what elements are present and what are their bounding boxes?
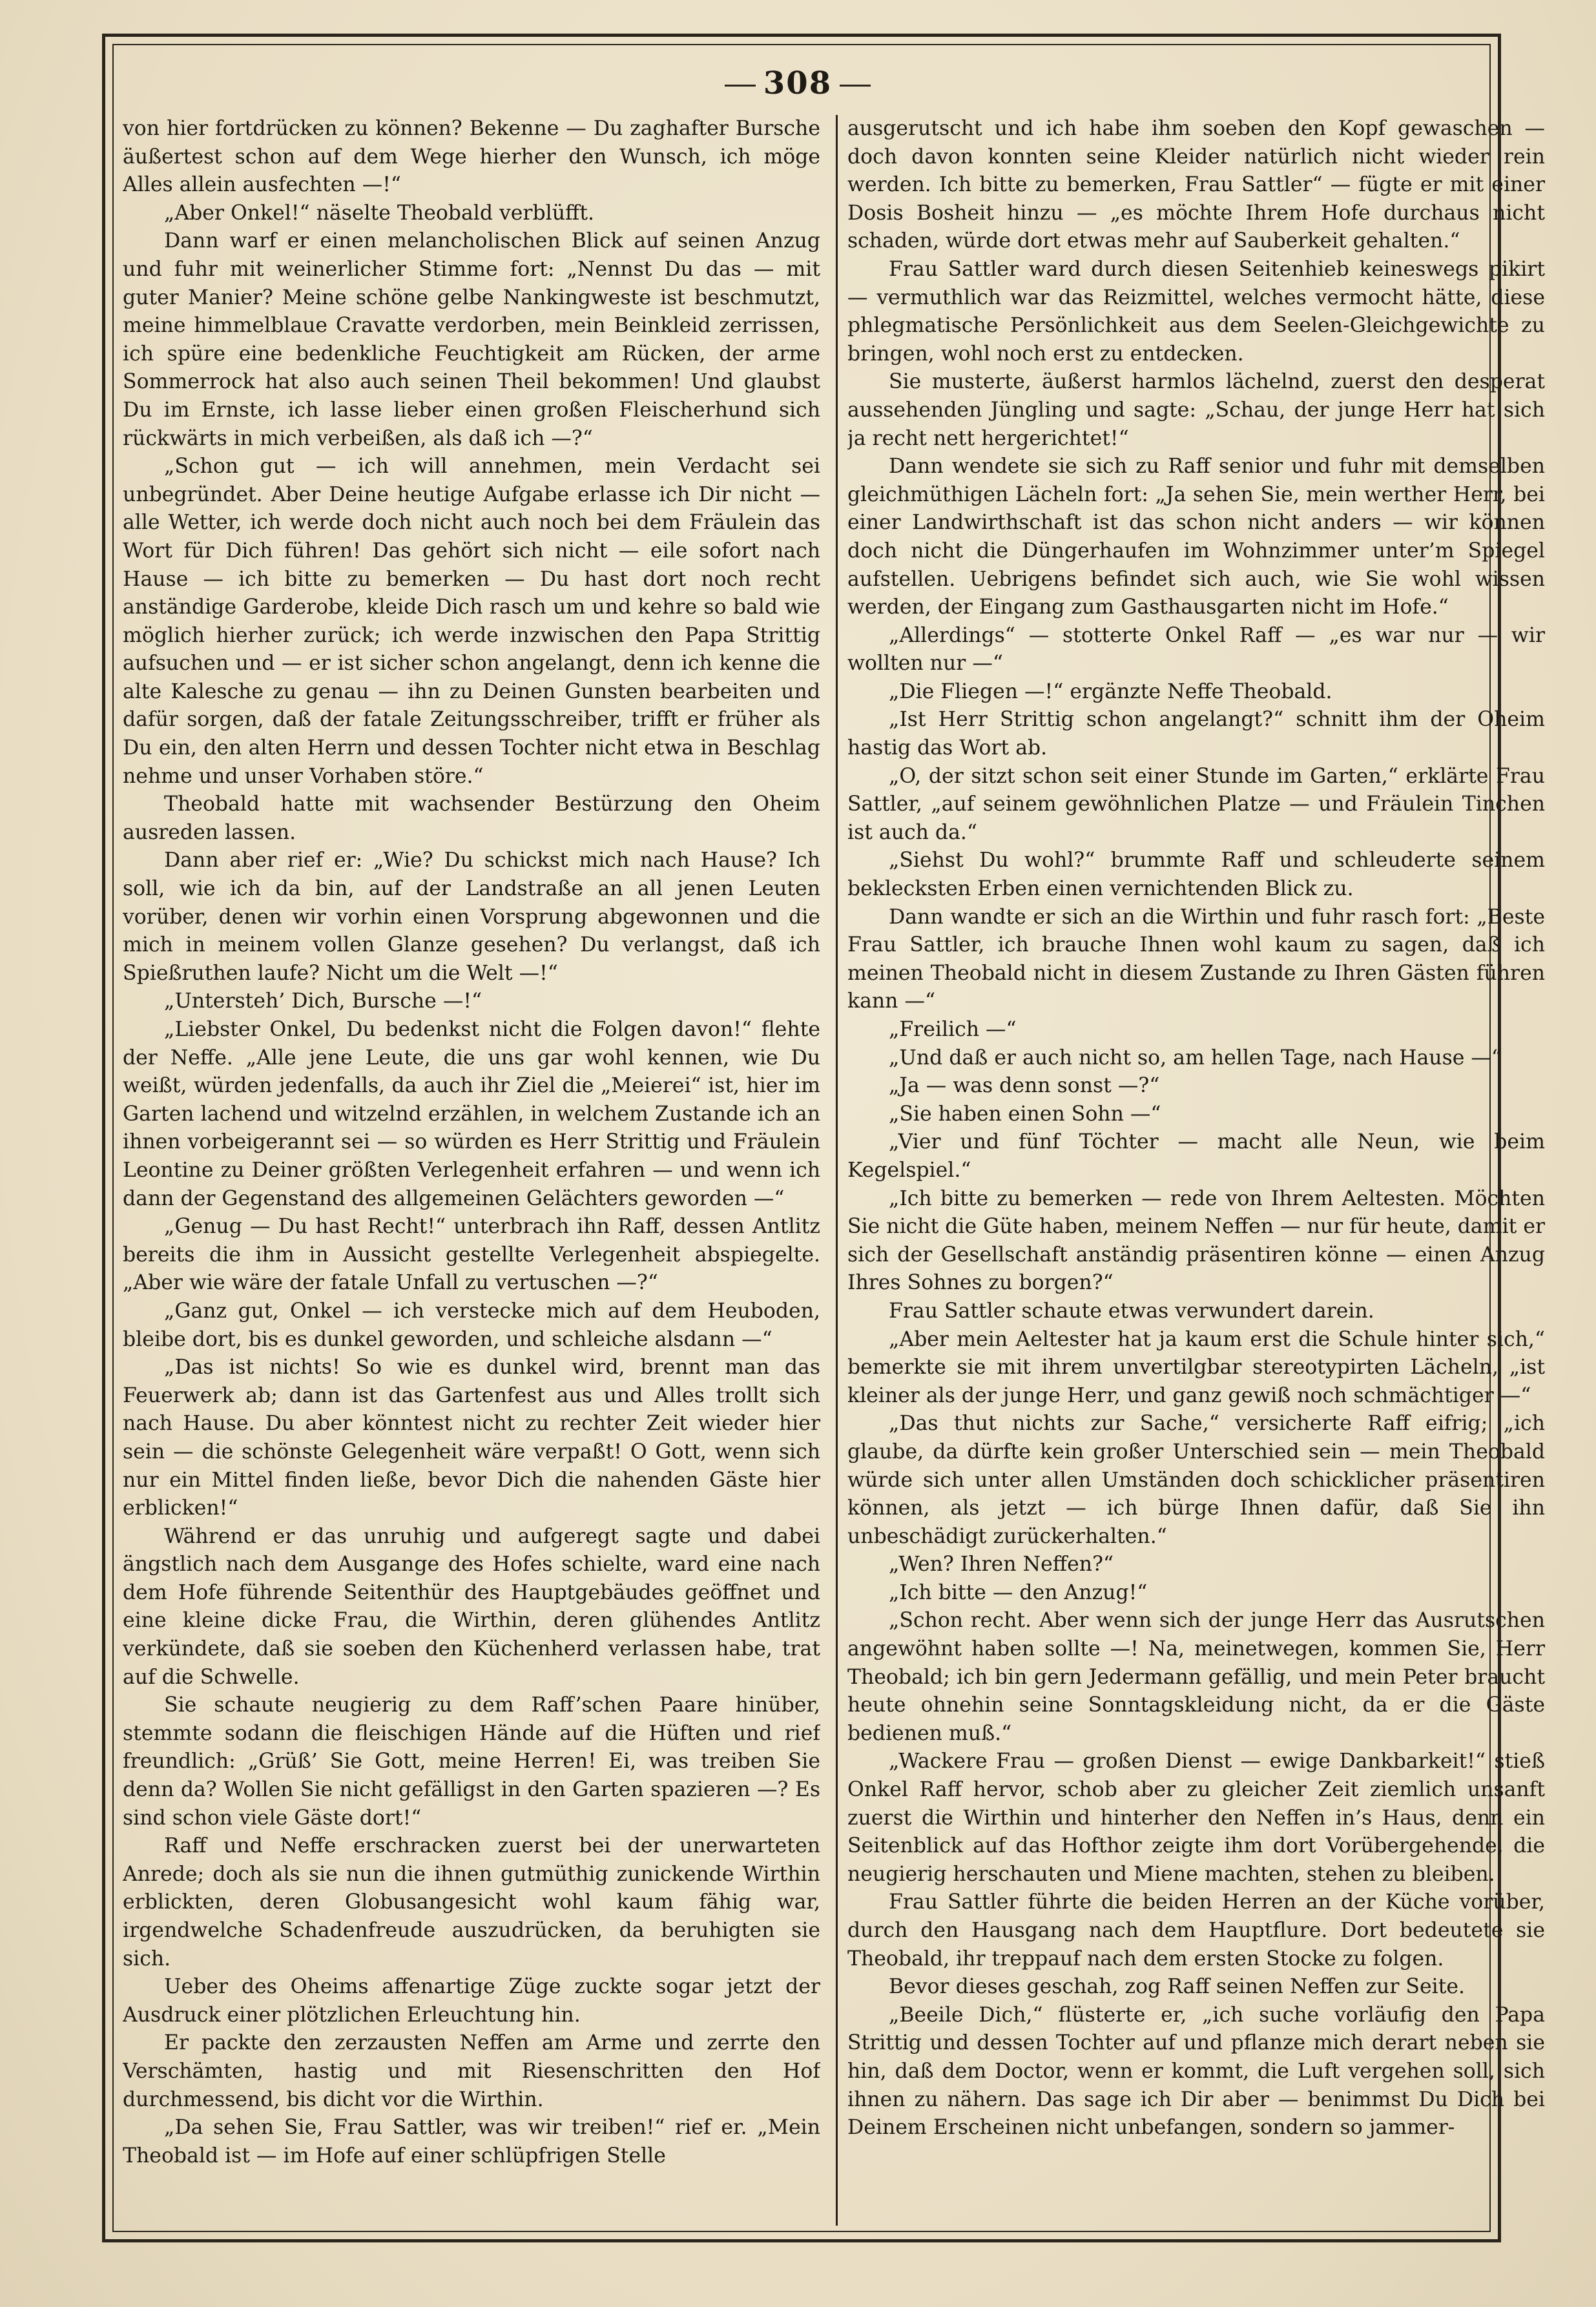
paragraph: „Wen? Ihren Neffen?“ (889, 1553, 1114, 1577)
paragraph: „Untersteh’ Dich, Bursche —!“ (164, 989, 482, 1013)
right-dash-ornament (840, 85, 871, 87)
paragraph: „Und daß er auch nicht so, am hellen Tage, nach Hause —“ (889, 1046, 1502, 1070)
paragraph: Frau Sattler schaute etwas verwundert darein. (889, 1299, 1374, 1323)
paragraph: „Genug — Du hast Recht!“ unterbrach ihn Raff, dessen Antlitz bereits die ihm in Aussicht gestellte Verlegenheit abspiegelte. „Aber wie wäre der fatale Unfall zu vertuschen —?“ (123, 1215, 820, 1295)
paragraph: Dann warf er einen melancholischen Blick auf seinen Anzug und fuhr mit weinerlicher Stimme fort: „Nennst Du das — mit guter Manier? Meine schöne gelbe Nankingweste ist beschmutzt, meine himmelblaue Cravatte verdorben, mein Beinkleid zerrissen, ich spüre eine bedenkliche Feuchtigkeit am Rücken, der arme Sommerrock hat also auch seinen Theil bekommen! Und glaubst Du im Ernste, ich lasse lieber einen großen Fleischerhund sich rückwärts in mich verbeißen, als daß ich —?“ (123, 229, 820, 450)
paragraph: „Das ist nichts! So wie es dunkel wird, brennt man das Feuerwerk ab; dann ist das Gartenfest aus und Alles trollt sich nach Hause. Du aber könntest nicht zu rechter Zeit wieder hier sein — die schönste Gelegenheit wäre verpaßt! O Gott, wenn sich nur ein Mittel finden ließe, bevor Dich die nahenden Gäste hier erblicken!“ (123, 1356, 820, 1520)
paragraph: „Freilich —“ (889, 1018, 1017, 1041)
paragraph: „Beeile Dich,“ flüsterte er, „ich suche vorläufig den Papa Strittig und dessen Tochter auf und pflanze mich derart neben sie hin, daß dem Doctor, wenn er kommt, die Luft vergehen soll, sich ihnen zu nähern. Das sage ich Dir aber — benimmst Du Dich bei Deinem Erscheinen nicht unbefangen, sondern so jammer- (847, 2003, 1545, 2140)
paragraph: Frau Sattler führte die beiden Herren an der Küche vorüber, durch den Hausgang nach dem Hauptflure. Dort bedeutete sie Theobald, ihr treppauf nach dem ersten Stocke zu folgen. (847, 1890, 1545, 1971)
paragraph: Dann aber rief er: „Wie? Du schickst mich nach Hause? Ich soll, wie ich da bin, auf der Landstraße an all jenen Leuten vorüber, denen wir vorhin einen Vorsprung abgewonnen und die mich in meinem vollen Glanze gesehen? Du verlangst, daß ich Spießruthen laufe? Nicht um die Welt —!“ (123, 849, 820, 985)
paragraph: „O, der sitzt schon seit einer Stunde im Garten,“ erklärte Frau Sattler, „auf seinem gewöhnlichen Platze — und Fräulein Tinchen ist auch da.“ (847, 764, 1545, 844)
paragraph: Frau Sattler ward durch diesen Seitenhieb keineswegs pikirt — vermuthlich war das Reizmittel, welches vermocht hätte, diese phlegmatische Persönlichkeit aus dem Seelen-Gleichgewichte zu bringen, wohl noch erst zu entdecken. (847, 257, 1545, 366)
paragraph: „Sie haben einen Sohn —“ (889, 1102, 1161, 1126)
paragraph: Raff und Neffe erschracken zuerst bei der unerwarteten Anrede; doch als sie nun die ihnen gutmüthig zunickende Wirthin erblickten, deren Globusangesicht wohl kaum fähig war, irgendwelche Schadenfreude auszudrücken, da beruhigten sie sich. (123, 1834, 820, 1971)
right-column (847, 115, 1545, 2222)
paragraph: „Schon recht. Aber wenn sich der junge Herr das Ausrutschen angewöhnt haben sollte —! Na, meinetwegen, kommen Sie, Herr Theobald; ich bin gern Jedermann gefällig, und mein Peter braucht heute ohnehin seine Sonntagskleidung nicht, da er die Gäste bedienen muß.“ (847, 1609, 1545, 1745)
paragraph: von hier fortdrücken zu können? Bekenne — Du zaghafter Bursche äußertest schon auf dem Wege hierher den Wunsch, ich möge Alles allein ausfechten —!“ (123, 117, 820, 197)
paragraph: Während er das unruhig und aufgeregt sagte und dabei ängstlich nach dem Ausgange des Hofes schielte, ward eine nach dem Hofe führende Seitenthür des Hauptgebäudes geöffnet und eine kleine dicke Frau, die Wirthin, deren glühendes Antlitz verkündete, daß sie soeben den Küchenherd verlassen habe, trat auf die Schwelle. (123, 1524, 820, 1689)
paragraph: „Das thut nichts zur Sache,“ versicherte Raff eifrig; „ich glaube, da dürfte kein großer Unterschied sein — mein Theobald würde sich unter allen Umständen doch schicklicher präsentiren können, als jetzt — ich bürge Ihnen dafür, daß Sie ihn unbeschädigt zurückerhalten.“ (847, 1412, 1545, 1548)
paragraph: „Vier und fünf Töchter — macht alle Neun, wie beim Kegelspiel.“ (847, 1130, 1545, 1182)
paragraph: Sie musterte, äußerst harmlos lächelnd, zuerst den desperat aussehenden Jüngling und sagte: „Schau, der junge Herr hat sich ja recht nett hergerichtet!“ (847, 370, 1545, 450)
paragraph: Dann wandte er sich an die Wirthin und fuhr rasch fort: „Beste Frau Sattler, ich brauche Ihnen wohl kaum zu sagen, daß ich meinen Theobald nicht in diesem Zustande zu Ihren Gästen führen kann —“ (847, 905, 1545, 1013)
paragraph: Dann wendete sie sich zu Raff senior und fuhr mit demselben gleichmüthigen Lächeln fort: „Ja sehen Sie, mein werther Herr, bei einer Landwirthschaft ist das schon nicht anders — wir können doch nicht die Düngerhaufen im Wohnzimmer unter’m Spiegel aufstellen. Uebrigens befindet sich auch, wie Sie wohl wissen werden, der Eingang zum Gasthausgarten nicht im Hofe.“ (847, 455, 1545, 619)
paragraph: „Ist Herr Strittig schon angelangt?“ schnitt ihm der Oheim hastig das Wort ab. (847, 708, 1545, 760)
paragraph: „Ja — was denn sonst —?“ (889, 1074, 1160, 1098)
paragraph: „Siehst Du wohl?“ brummte Raff und schleuderte seinem beklecksten Erben einen vernichtenden Blick zu. (847, 849, 1545, 901)
paragraph: Sie schaute neugierig zu dem Raff’schen Paare hinüber, stemmte sodann die fleischigen Hände auf die Hüften und rief freundlich: „Grüß’ Sie Gott, meine Herren! Ei, was treiben Sie denn da? Wollen Sie nicht gefälligst in den Garten spazieren —? Es sind schon viele Gäste dort!“ (123, 1693, 820, 1830)
paragraph: „Ganz gut, Onkel — ich verstecke mich auf dem Heuboden, bleibe dort, bis es dunkel geworden, und schleiche alsdann —“ (123, 1299, 820, 1351)
paragraph: „Aber mein Aeltester hat ja kaum erst die Schule hinter sich,“ bemerkte sie mit ihrem unvertilgbar stereotypirten Lächeln, „ist kleiner als der junge Herr, und ganz gewiß noch schmächtiger —“ (847, 1327, 1545, 1407)
paragraph: ausgerutscht und ich habe ihm soeben den Kopf gewaschen — doch davon konnten seine Kleider natürlich nicht wieder rein werden. Ich bitte zu bemerken, Frau Sattler“ — fügte er mit einer Dosis Bosheit hinzu — „es möchte Ihrem Hofe durchaus nicht schaden, würde dort etwas mehr auf Sauberkeit gehalten.“ (847, 117, 1545, 253)
paragraph: Ueber des Oheims affenartige Züge zuckte sogar jetzt der Ausdruck einer plötzlichen Erleuchtung hin. (123, 1975, 820, 2027)
paragraph: Theobald hatte mit wachsender Bestürzung den Oheim ausreden lassen. (123, 792, 820, 844)
column-divider (836, 115, 838, 2226)
paragraph: „Ich bitte zu bemerken — rede von Ihrem Aeltesten. Möchten Sie nicht die Güte haben, meinem Neffen — nur für heute, damit er sich der Gesellschaft anständig präsentiren könne — einen Anzug Ihres Sohnes zu borgen?“ (847, 1186, 1545, 1295)
paragraph: „Wackere Frau — großen Dienst — ewige Dankbarkeit!“ stieß Onkel Raff hervor, schob aber zu gleicher Zeit ziemlich unsanft zuerst die Wirthin und hinterher den Neffen in’s Haus, denn ein Seitenblick auf das Hofthor zeigte ihm dort Vorübergehende, die neugierig herschauten und Miene machten, stehen zu bleiben. (847, 1750, 1545, 1886)
paragraph: „Da sehen Sie, Frau Sattler, was wir treiben!“ rief er. „Mein Theobald ist — im Hofe auf einer schlüpfrigen Stelle (123, 2116, 820, 2167)
left-column (123, 115, 820, 2222)
paragraph: „Die Fliegen —!“ ergänzte Neffe Theobald. (889, 679, 1332, 703)
paragraph: Er packte den zerzausten Neffen am Arme und zerrte den Verschämten, hastig und mit Riesenschritten den Hof durchmessend, bis dicht vor die Wirthin. (123, 2031, 820, 2111)
page-number-header (710, 61, 885, 106)
paragraph: „Schon gut — ich will annehmen, mein Verdacht sei unbegründet. Aber Deine heutige Aufgabe erlasse ich Dir nicht — alle Wetter, ich werde doch nicht auch noch bei dem Fräulein das Wort für Dich führen! Das gehört sich nicht — eile sofort nach Hause — ich bitte zu bemerken — Du hast dort noch recht anständige Garderobe, kleide Dich rasch um und kehre so bald wie möglich hierher zurück; ich werde inzwischen den Papa Strittig aufsuchen und — er ist sicher schon angelangt, denn ich kenne die alte Kalesche zu genau — ihn zu Deinen Gunsten bearbeiten und dafür sorgen, daß der fatale Zeitungsschreiber, trifft er früher als Du ein, den alten Herrn und dessen Tochter nicht etwa in Beschlag nehme und unser Vorhaben störe.“ (123, 455, 820, 788)
paragraph: „Ich bitte — den Anzug!“ (889, 1580, 1148, 1604)
paragraph: „Aber Onkel!“ näselte Theobald verblüfft. (164, 201, 595, 225)
left-dash-ornament (725, 85, 756, 87)
paragraph: Bevor dieses geschah, zog Raff seinen Neffen zur Seite. (889, 1975, 1466, 1999)
paragraph: „Allerdings“ — stotterte Onkel Raff — „es war nur — wir wollten nur —“ (847, 623, 1545, 676)
page-number: 308 (763, 65, 833, 101)
paragraph: „Liebster Onkel, Du bedenkst nicht die Folgen davon!“ flehte der Neffe. „Alle jene Leute, die uns gar wohl kennen, wie Du weißt, würden jedenfalls, da auch ihr Ziel die „Meierei“ ist, hier im Garten lachend und witzelnd erzählen, in welchem Zustande ich an ihnen vorbeigerannt sei — so würden es Herr Strittig und Fräulein Leontine zu Deiner größten Verlegenheit erfahren — und wenn ich dann der Gegenstand des allgemeinen Gelächters geworden —“ (123, 1018, 820, 1210)
